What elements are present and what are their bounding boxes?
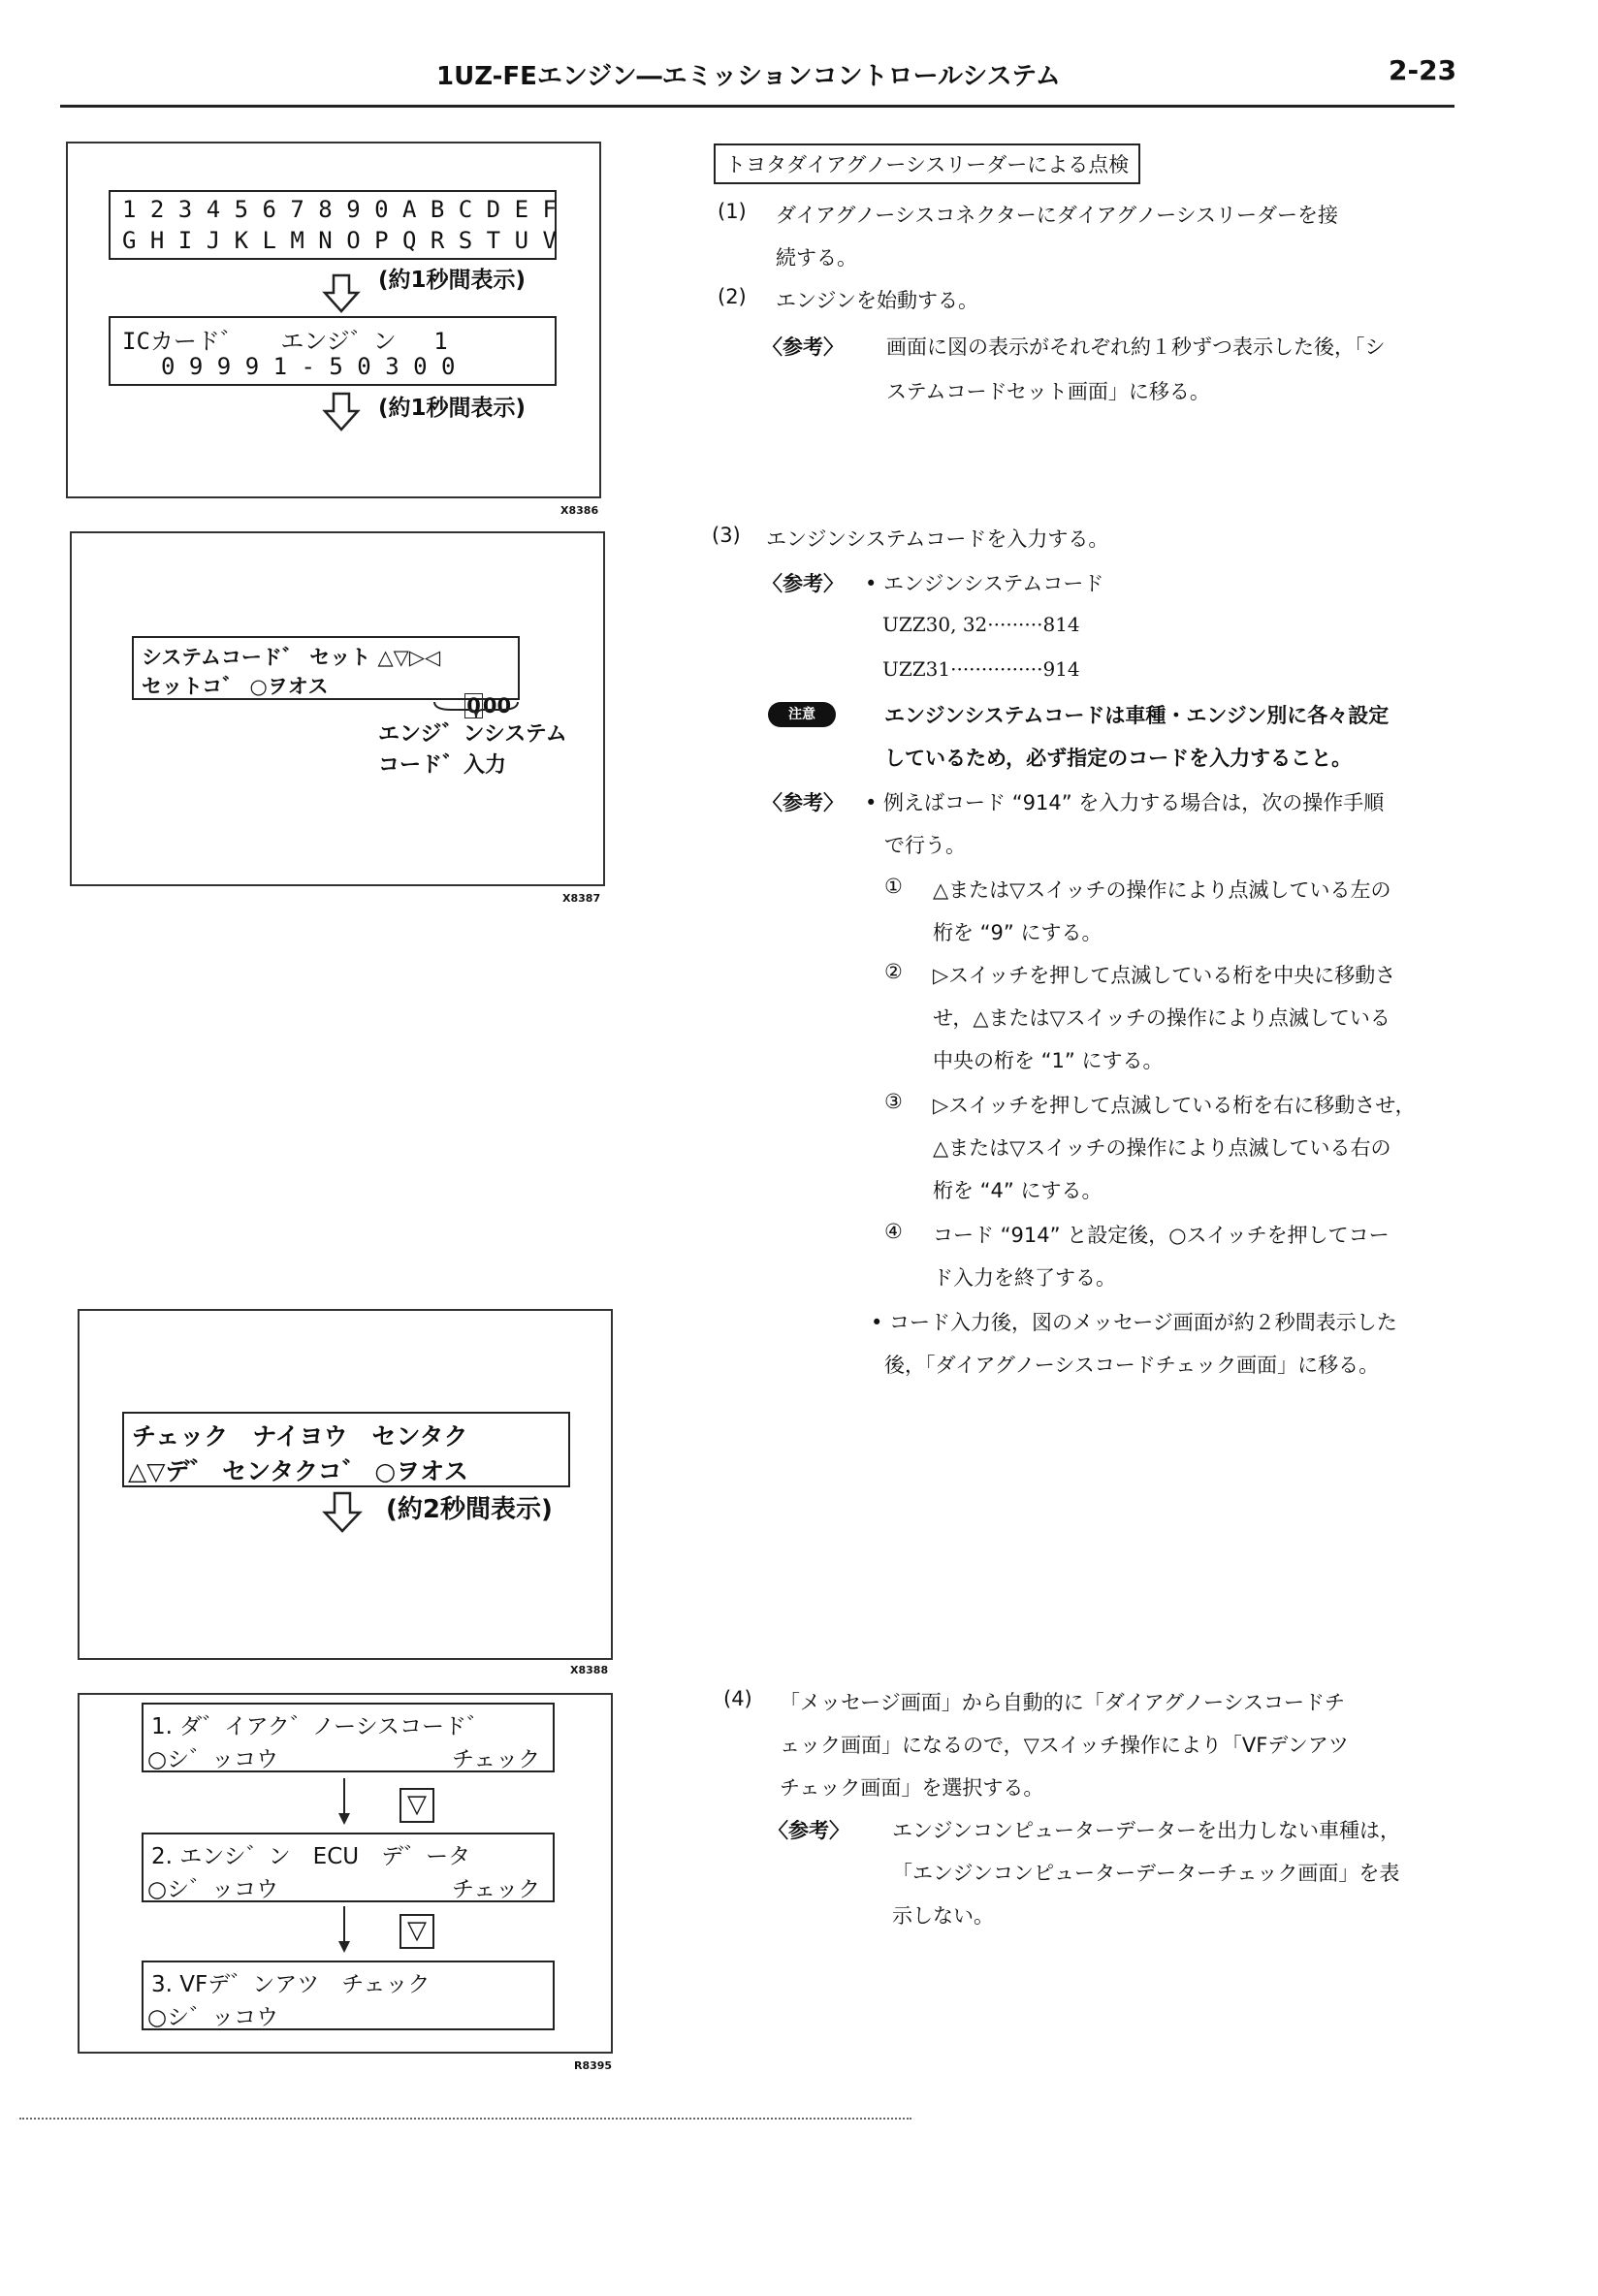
code-cursor-digit: 0 [466, 694, 481, 718]
lcd-line: チェック ナイヨウ センタク [132, 1422, 468, 1451]
paragraph-line: エンジンシステムコードを入力する。 [766, 527, 1109, 551]
lcd-line: 2. エンシ゛ン ECU デ゛ータ [151, 1844, 471, 1869]
figure-1-lcd-startup [109, 190, 557, 260]
lcd-line: ○シ゛ッコウ [147, 1877, 279, 1902]
paragraph-line: 桁を “4” にする。 [933, 1179, 1103, 1202]
reference-label: 〈参考〉 [762, 791, 844, 814]
figure-3-caption: (約2秒間表示) [386, 1495, 553, 1524]
footer-dotted-rule [19, 2118, 911, 2120]
code-rest-digits: 00 [482, 694, 512, 718]
figure-3-lcd-message [122, 1412, 570, 1487]
paragraph-line: 「メッセージ画面」から自動的に「ダイアグノーシスコードチ [780, 1691, 1345, 1714]
paragraph-line: • 例えばコード “914” を入力する場合は，次の操作手順 [865, 791, 1385, 814]
figure-1-caption-1: (約1秒間表示) [378, 268, 527, 293]
figure-4-lcd-vf-voltage [142, 1961, 555, 2030]
figure-2-id: X8387 [562, 892, 601, 905]
lcd-line: G H I J K L M N O P Q R S T U V [122, 227, 557, 254]
figure-3-id: X8388 [570, 1664, 609, 1676]
paragraph-line: 桁を “9” にする。 [933, 921, 1103, 944]
paragraph-line: ダイアグノーシスコネクターにダイアグノーシスリーダーを接 [776, 204, 1339, 227]
paragraph-line: △または▽スイッチの操作により点滅している右の [933, 1136, 1391, 1160]
paragraph-line: エンジンコンピューターデーターを出力しない車種は， [892, 1819, 1400, 1842]
lcd-line: ICカード゛ エンジ゛ン 1 [122, 328, 448, 355]
step-number: (4) [723, 1687, 752, 1710]
thin-down-arrow-icon [337, 1906, 351, 1955]
page-number: 2-23 [1389, 54, 1457, 86]
paragraph-line: ド入力を終了する。 [933, 1266, 1116, 1290]
figure-2-frame [70, 531, 605, 886]
paragraph-line: コード “914” と設定後，○スイッチを押してコー [933, 1224, 1390, 1247]
paragraph-line: ▷スイッチを押して点滅している桁を右に移動させ， [933, 1094, 1416, 1117]
code-line: UZZ31···············914 [882, 657, 1080, 681]
paragraph-line: で行う。 [884, 834, 966, 857]
thin-down-arrow-icon [337, 1778, 351, 1827]
figure-4-id: R8395 [574, 2059, 613, 2072]
down-arrow-icon [322, 392, 361, 432]
step-number: (2) [718, 285, 747, 308]
figure-2-annotation-line1: エンジ゛ンシステム [378, 722, 567, 747]
lcd-line: セットコ゛ ○ヲオス [142, 675, 329, 698]
lcd-line: 0 9 9 9 1 - 5 0 3 0 0 [161, 353, 456, 380]
figure-4-lcd-diag-code [142, 1703, 555, 1772]
step-mark: ④ [884, 1220, 903, 1243]
caution-line: エンジンシステムコードは車種・エンジン別に各々設定 [884, 704, 1390, 727]
figure-1-caption-2: (約1秒間表示) [378, 396, 527, 421]
step-mark: ② [884, 960, 903, 983]
section-title: トヨタダイアグノーシスリーダーによる点検 [714, 144, 1140, 184]
caution-line: しているため，必ず指定のコードを入力すること。 [884, 747, 1353, 770]
reference-label: 〈参考〉 [762, 335, 844, 359]
paragraph-line: 「エンジンコンピューターデーターチェック画面」を表 [892, 1862, 1400, 1885]
step-mark: ① [884, 875, 903, 898]
paragraph-line: ステムコードセット画面」に移る。 [886, 380, 1210, 403]
paragraph-line: 画面に図の表示がそれぞれ約１秒ずつ表示した後，「シ [886, 335, 1386, 359]
down-switch-icon: ▽ [400, 1914, 434, 1949]
step-number: (1) [718, 200, 747, 223]
lcd-line: チェック [452, 1747, 541, 1772]
paragraph-line: ▷スイッチを押して点滅している桁を中央に移動さ [933, 964, 1396, 987]
lcd-line: 1 2 3 4 5 6 7 8 9 0 A B C D E F [122, 196, 557, 223]
paragraph-line: • エンジンシステムコード [865, 572, 1104, 595]
paragraph-line: 後，「ダイアグノーシスコードチェック画面」に移る。 [884, 1354, 1380, 1377]
reference-label: 〈参考〉 [762, 572, 844, 595]
code-line: UZZ30, 32·········814 [882, 613, 1080, 636]
lcd-line: ○シ゛ッコウ [147, 1747, 279, 1772]
step-mark: ③ [884, 1090, 903, 1113]
lcd-line: △▽デ゛ センタクコ゛ ○ヲオス [128, 1457, 468, 1485]
lcd-line: チェック [452, 1877, 541, 1902]
paragraph-line: △または▽スイッチの操作により点滅している左の [933, 878, 1391, 902]
down-arrow-icon [322, 1491, 363, 1534]
paragraph-line: チェック画面」を選択する。 [780, 1776, 1044, 1800]
paragraph-line: 中央の桁を “1” にする。 [933, 1049, 1164, 1072]
lcd-line: ○シ゛ッコウ [147, 2005, 279, 2030]
paragraph-line: せ，△または▽スイッチの操作により点滅している [933, 1006, 1390, 1030]
lcd-line: 3. VFデ゛ンアツ チェック [151, 1972, 431, 1997]
figure-4-lcd-engine-ecu [142, 1833, 555, 1902]
paragraph-line: ェック画面」になるので，▽スイッチ操作により「VFデンアツ [780, 1734, 1349, 1757]
reference-label: 〈参考〉 [768, 1819, 849, 1842]
lcd-line: 1. ダ゛イアク゛ノーシスコード゛ [151, 1714, 490, 1739]
figure-1-lcd-ic-card [109, 316, 557, 386]
bracket-icon [432, 700, 520, 719]
down-switch-icon: ▽ [400, 1788, 434, 1823]
paragraph-line: 続する。 [776, 246, 857, 270]
lcd-line: システムコード゛ セット △▽▷◁ [142, 646, 441, 669]
paragraph-line: エンジンを始動する。 [776, 289, 978, 312]
figure-1-id: X8386 [560, 504, 599, 517]
step-number: (3) [712, 524, 741, 547]
down-arrow-icon [322, 273, 361, 314]
caution-badge: 注意 [768, 702, 836, 727]
figure-2-lcd-system-code [132, 636, 520, 718]
figure-2-annotation-line2: コード゛入力 [378, 753, 507, 778]
paragraph-line: • コード入力後，図のメッセージ画面が約２秒間表示した [871, 1311, 1397, 1334]
paragraph-line: 示しない。 [892, 1904, 994, 1928]
page-header-title: 1UZ-FEエンジン―エミッションコントロールシステム [436, 62, 1061, 91]
header-rule [60, 105, 1454, 108]
